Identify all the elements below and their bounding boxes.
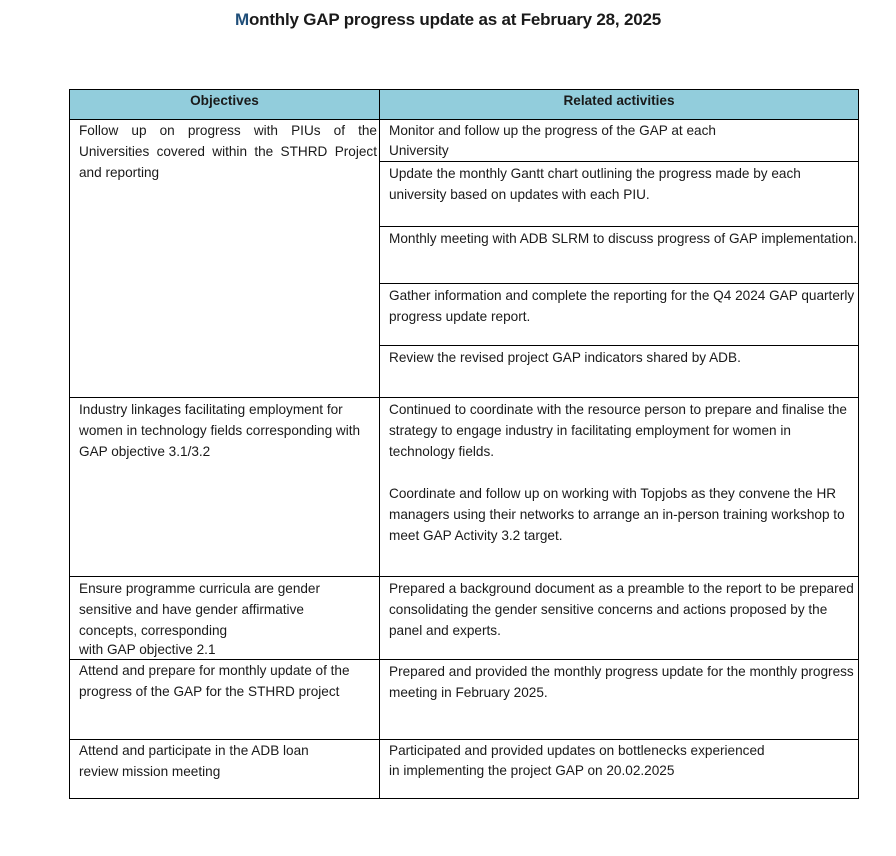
activity-text: Gather information and complete the reporting for the Q4 2024 GAP quarterly progress update report. — [389, 288, 855, 324]
activity-cell — [380, 162, 859, 227]
activity-cell — [380, 398, 859, 577]
activity-text: Update the monthly Gantt chart outlining the progress made by each university based on updates with each PIU. — [389, 166, 801, 202]
activity-text: Monitor and follow up the progress of the GAP at each University — [389, 123, 716, 158]
objective-cell: Attend and participate in the ADB loan review mission meeting — [70, 740, 380, 799]
objectives-header: Objectives — [70, 90, 380, 120]
table-header-row — [70, 90, 859, 120]
objective-line: with GAP objective 2.1 — [79, 642, 216, 657]
objective-cell: Attend and prepare for monthly update of the progress of the GAP for the STHRD project — [70, 660, 380, 740]
objective-line: Ensure programme curricula are gender — [79, 581, 321, 596]
activity-text: Continued to coordinate with the resource person to prepare and finalise the strategy to engage industry in facilitating employment for women in technology fields. — [389, 402, 847, 459]
activity-cell — [380, 284, 859, 346]
activity-text: Review the revised project GAP indicators shared by ADB. — [389, 350, 741, 365]
document-title — [0, 10, 896, 30]
activity-text: Prepared and provided the monthly progress update for the monthly progress meeting in February 2025. — [389, 664, 854, 700]
activity-cell — [380, 346, 859, 398]
activity-cell — [380, 740, 859, 799]
table-row — [70, 398, 859, 577]
activity-text: Coordinate and follow up on working with Topjobs as they convene the HR managers using their networks to arrange an in-person training workshop to meet GAP Activity 3.2 target. — [389, 486, 845, 543]
gap-progress-table — [69, 89, 859, 799]
activity-cell — [380, 660, 859, 740]
table-row — [70, 577, 859, 660]
activity-cell — [380, 120, 859, 162]
table-row — [70, 120, 859, 162]
table-row — [70, 660, 859, 740]
objective-cell — [70, 577, 380, 660]
activity-text: Monthly meeting with ADB SLRM to discuss progress of GAP implementation. — [389, 231, 858, 246]
title-text: onthly GAP progress update as at February 28, 2025 — [248, 10, 661, 29]
activity-text: Prepared a background document as a preamble to the report to be prepared consolidating the gender sensitive concerns and actions proposed by the panel and experts. — [389, 581, 854, 638]
objective-line: concepts, corresponding — [79, 623, 228, 638]
activity-cell — [380, 577, 859, 660]
activity-cell — [380, 227, 859, 284]
objective-cell: Industry linkages facilitating employment for women in technology fields corresponding with GAP objective 3.1/3.2 — [70, 398, 380, 577]
table-row — [70, 740, 859, 799]
activities-header: Related activities — [380, 90, 859, 120]
activity-text: Participated and provided updates on bottlenecks experienced in implementing the project GAP on 20.02.2025 — [389, 743, 765, 778]
title-first-letter: M — [235, 10, 249, 29]
objective-cell: Follow up on progress with PIUs of the Universities covered within the STHRD Project and reporting — [70, 120, 380, 398]
objective-line: sensitive and have gender affirmative — [79, 602, 304, 617]
